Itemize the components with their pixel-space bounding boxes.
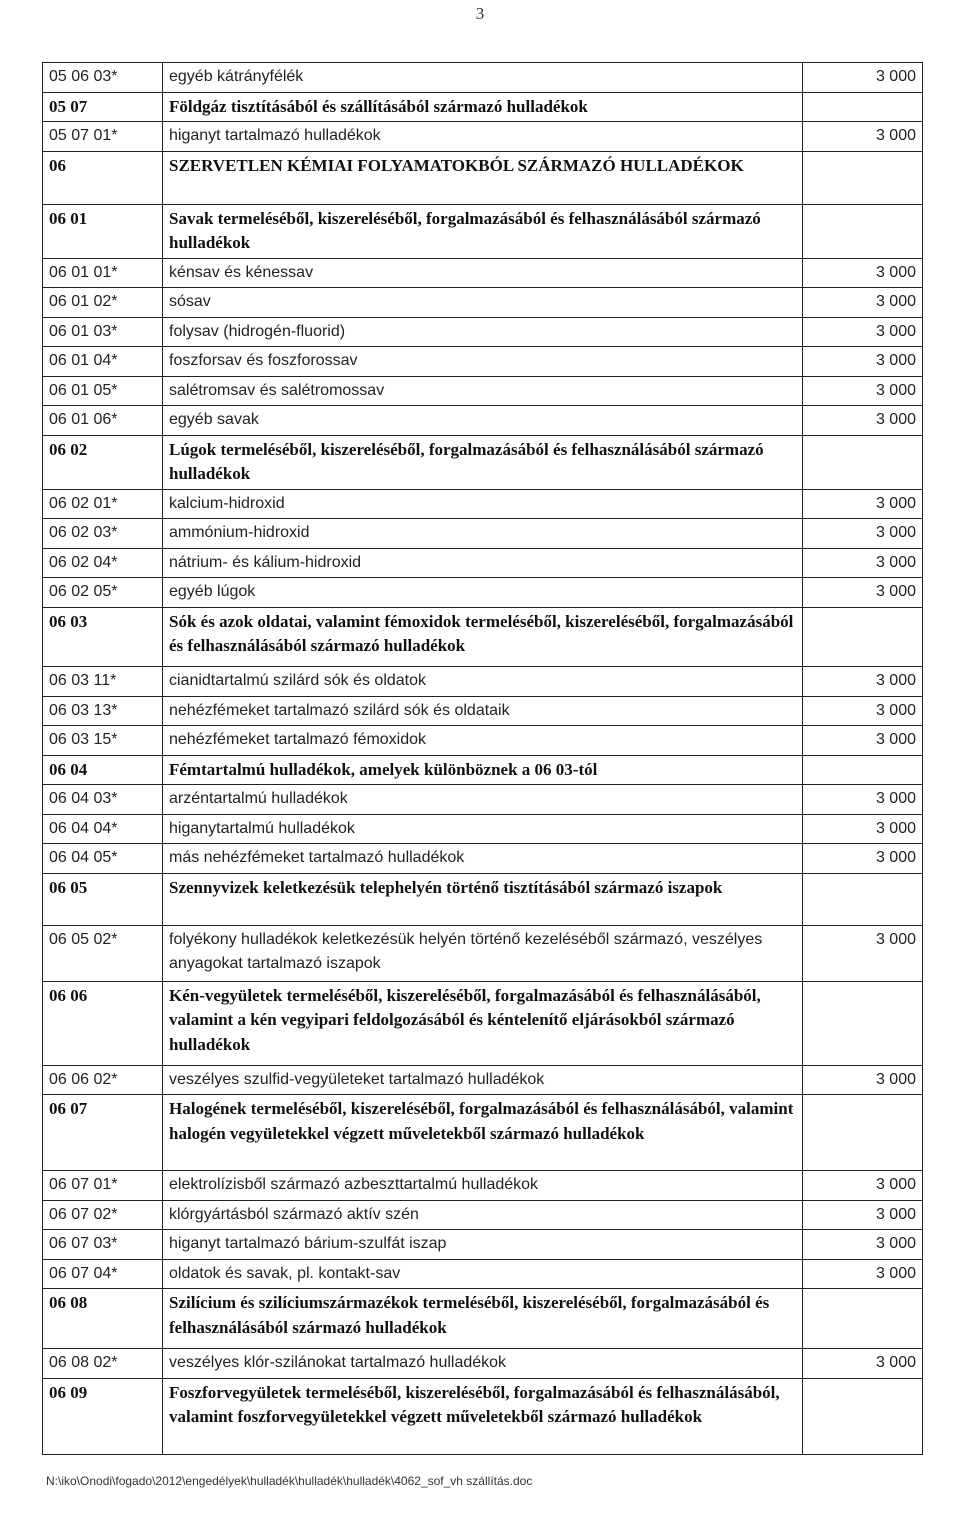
- amount-cell: 3 000: [803, 347, 923, 377]
- waste-item-row: [43, 666, 923, 696]
- amount-cell: 3 000: [803, 1230, 923, 1260]
- waste-item-row: [43, 347, 923, 377]
- amount-cell: 3 000: [803, 1171, 923, 1201]
- waste-code-cell: 06 03 13*: [43, 696, 163, 726]
- table-body: [43, 63, 923, 1455]
- description-cell: Lúgok termeléséből, kiszereléséből, forgalmazásából és felhasználásából származó hulladékok: [163, 435, 803, 489]
- waste-item-row: [43, 726, 923, 756]
- amount-cell: 3 000: [803, 63, 923, 93]
- waste-code-cell: 06 02 04*: [43, 548, 163, 578]
- waste-code-cell: 06 02 01*: [43, 489, 163, 519]
- waste-item-row: [43, 1171, 923, 1201]
- waste-code-cell: 06 08: [43, 1289, 163, 1349]
- amount-cell: [803, 204, 923, 258]
- waste-code-cell: 06 02 03*: [43, 519, 163, 549]
- description-cell: oldatok és savak, pl. kontakt-sav: [163, 1259, 803, 1289]
- amount-cell: 3 000: [803, 925, 923, 981]
- amount-cell: [803, 435, 923, 489]
- waste-code-cell: 06 01 03*: [43, 317, 163, 347]
- description-cell: elektrolízisből származó azbeszttartalmú hulladékok: [163, 1171, 803, 1201]
- amount-cell: 3 000: [803, 489, 923, 519]
- description-cell: folyékony hulladékok keletkezésük helyén történő kezeléséből származó, veszélyes anyagokat tartalmazó iszapok: [163, 925, 803, 981]
- amount-cell: 3 000: [803, 696, 923, 726]
- category-row: [43, 151, 923, 204]
- description-cell: cianidtartalmú szilárd sók és oldatok: [163, 666, 803, 696]
- waste-item-row: [43, 844, 923, 874]
- waste-code-cell: 05 07 01*: [43, 122, 163, 152]
- amount-cell: 3 000: [803, 1349, 923, 1379]
- category-row: [43, 92, 923, 122]
- amount-cell: [803, 92, 923, 122]
- description-cell: Kén-vegyületek termeléséből, kiszereléséből, forgalmazásából és felhasználásából, valamint a kén vegyipari feldolgozásából és kéntelenítő eljárásokból származó hulladékok: [163, 981, 803, 1065]
- amount-cell: [803, 755, 923, 785]
- waste-item-row: [43, 1259, 923, 1289]
- description-cell: Sók és azok oldatai, valamint fémoxidok termeléséből, kiszereléséből, forgalmazásából és felhasználásából származó hulladékok: [163, 607, 803, 666]
- amount-cell: 3 000: [803, 317, 923, 347]
- waste-item-row: [43, 317, 923, 347]
- description-cell: nehézfémeket tartalmazó szilárd sók és oldataik: [163, 696, 803, 726]
- amount-cell: 3 000: [803, 578, 923, 608]
- description-cell: salétromsav és salétromossav: [163, 376, 803, 406]
- waste-code-cell: 05 06 03*: [43, 63, 163, 93]
- category-row: [43, 1289, 923, 1349]
- description-cell: egyéb savak: [163, 406, 803, 436]
- waste-item-row: [43, 578, 923, 608]
- waste-code-cell: 06 01 05*: [43, 376, 163, 406]
- amount-cell: 3 000: [803, 844, 923, 874]
- waste-code-cell: 06 06 02*: [43, 1065, 163, 1095]
- amount-cell: 3 000: [803, 785, 923, 815]
- amount-cell: 3 000: [803, 288, 923, 318]
- amount-cell: 3 000: [803, 548, 923, 578]
- category-row: [43, 873, 923, 925]
- waste-code-cell: 06 04 05*: [43, 844, 163, 874]
- description-cell: ammónium-hidroxid: [163, 519, 803, 549]
- description-cell: Halogének termeléséből, kiszereléséből, forgalmazásából és felhasználásából, valamint halogén vegyületekkel végzett műveletekből származó hulladékok: [163, 1095, 803, 1171]
- waste-item-row: [43, 785, 923, 815]
- footer-file-path: N:\iko\Onodi\fogado\2012\engedélyek\hulladék\hulladék\hulladék\4062_sof_vh szállítás.doc: [46, 1474, 533, 1488]
- description-cell: veszélyes klór-szilánokat tartalmazó hulladékok: [163, 1349, 803, 1379]
- amount-cell: [803, 1289, 923, 1349]
- description-cell: kénsav és kénessav: [163, 258, 803, 288]
- waste-code-cell: 06 07 03*: [43, 1230, 163, 1260]
- amount-cell: 3 000: [803, 376, 923, 406]
- description-cell: klórgyártásból származó aktív szén: [163, 1200, 803, 1230]
- category-row: [43, 435, 923, 489]
- description-cell: Foszforvegyületek termeléséből, kiszereléséből, forgalmazásából és felhasználásából, valamint foszforvegyületekkel végzett műveletekből származó hulladékok: [163, 1378, 803, 1454]
- category-row: [43, 981, 923, 1065]
- description-cell: egyéb lúgok: [163, 578, 803, 608]
- description-cell: Szilícium és szilíciumszármazékok termeléséből, kiszereléséből, forgalmazásából és felhasználásából származó hulladékok: [163, 1289, 803, 1349]
- amount-cell: [803, 151, 923, 204]
- amount-cell: 3 000: [803, 726, 923, 756]
- amount-cell: [803, 873, 923, 925]
- category-row: [43, 204, 923, 258]
- waste-code-cell: 06 06: [43, 981, 163, 1065]
- amount-cell: [803, 1378, 923, 1454]
- waste-code-cell: 06 01 01*: [43, 258, 163, 288]
- waste-code-cell: 06 04: [43, 755, 163, 785]
- waste-code-cell: 06 09: [43, 1378, 163, 1454]
- waste-code-cell: 06 01 02*: [43, 288, 163, 318]
- waste-code-cell: 06 03: [43, 607, 163, 666]
- description-cell: foszforsav és foszforossav: [163, 347, 803, 377]
- description-cell: kalcium-hidroxid: [163, 489, 803, 519]
- waste-code-cell: 06 04 04*: [43, 814, 163, 844]
- amount-cell: 3 000: [803, 1259, 923, 1289]
- waste-item-row: [43, 548, 923, 578]
- waste-code-cell: 06 01 04*: [43, 347, 163, 377]
- description-cell: Fémtartalmú hulladékok, amelyek különböznek a 06 03-tól: [163, 755, 803, 785]
- description-cell: sósav: [163, 288, 803, 318]
- description-cell: más nehézfémeket tartalmazó hulladékok: [163, 844, 803, 874]
- waste-code-cell: 06 04 03*: [43, 785, 163, 815]
- description-cell: SZERVETLEN KÉMIAI FOLYAMATOKBÓL SZÁRMAZÓ HULLADÉKOK: [163, 151, 803, 204]
- waste-code-cell: 06 03 15*: [43, 726, 163, 756]
- amount-cell: 3 000: [803, 666, 923, 696]
- category-row: [43, 607, 923, 666]
- waste-item-row: [43, 1065, 923, 1095]
- amount-cell: 3 000: [803, 519, 923, 549]
- amount-cell: 3 000: [803, 122, 923, 152]
- waste-code-cell: 06 02: [43, 435, 163, 489]
- waste-code-cell: 06 05: [43, 873, 163, 925]
- amount-cell: 3 000: [803, 814, 923, 844]
- waste-item-row: [43, 376, 923, 406]
- waste-item-row: [43, 519, 923, 549]
- description-cell: nátrium- és kálium-hidroxid: [163, 548, 803, 578]
- amount-cell: 3 000: [803, 1065, 923, 1095]
- description-cell: nehézfémeket tartalmazó fémoxidok: [163, 726, 803, 756]
- waste-item-row: [43, 696, 923, 726]
- description-cell: egyéb kátrányfélék: [163, 63, 803, 93]
- waste-item-row: [43, 288, 923, 318]
- waste-code-cell: 06 01: [43, 204, 163, 258]
- amount-cell: 3 000: [803, 258, 923, 288]
- description-cell: higanytartalmú hulladékok: [163, 814, 803, 844]
- amount-cell: [803, 1095, 923, 1171]
- waste-code-cell: 06 01 06*: [43, 406, 163, 436]
- category-row: [43, 1095, 923, 1171]
- description-cell: Szennyvizek keletkezésük telephelyén történő tisztításából származó iszapok: [163, 873, 803, 925]
- waste-code-cell: 06 05 02*: [43, 925, 163, 981]
- waste-code-cell: 06 07: [43, 1095, 163, 1171]
- waste-code-cell: 06 02 05*: [43, 578, 163, 608]
- waste-item-row: [43, 258, 923, 288]
- waste-item-row: [43, 406, 923, 436]
- category-row: [43, 1378, 923, 1454]
- waste-item-row: [43, 1230, 923, 1260]
- waste-code-cell: 06 07 02*: [43, 1200, 163, 1230]
- description-cell: Földgáz tisztításából és szállításából származó hulladékok: [163, 92, 803, 122]
- description-cell: arzéntartalmú hulladékok: [163, 785, 803, 815]
- waste-code-cell: 06 03 11*: [43, 666, 163, 696]
- description-cell: folysav (hidrogén-fluorid): [163, 317, 803, 347]
- description-cell: veszélyes szulfid-vegyületeket tartalmazó hulladékok: [163, 1065, 803, 1095]
- waste-item-row: [43, 489, 923, 519]
- amount-cell: 3 000: [803, 406, 923, 436]
- waste-item-row: [43, 1200, 923, 1230]
- waste-item-row: [43, 814, 923, 844]
- waste-code-table: [42, 62, 923, 1455]
- waste-item-row: [43, 925, 923, 981]
- amount-cell: [803, 607, 923, 666]
- description-cell: Savak termeléséből, kiszereléséből, forgalmazásából és felhasználásából származó hulladékok: [163, 204, 803, 258]
- description-cell: higanyt tartalmazó bárium-szulfát iszap: [163, 1230, 803, 1260]
- amount-cell: [803, 981, 923, 1065]
- waste-code-cell: 06 08 02*: [43, 1349, 163, 1379]
- page-number: 3: [475, 4, 485, 23]
- waste-code-cell: 05 07: [43, 92, 163, 122]
- description-cell: higanyt tartalmazó hulladékok: [163, 122, 803, 152]
- waste-item-row: [43, 63, 923, 93]
- amount-cell: 3 000: [803, 1200, 923, 1230]
- category-row: [43, 755, 923, 785]
- waste-code-cell: 06: [43, 151, 163, 204]
- waste-item-row: [43, 122, 923, 152]
- waste-code-cell: 06 07 04*: [43, 1259, 163, 1289]
- waste-code-cell: 06 07 01*: [43, 1171, 163, 1201]
- waste-item-row: [43, 1349, 923, 1379]
